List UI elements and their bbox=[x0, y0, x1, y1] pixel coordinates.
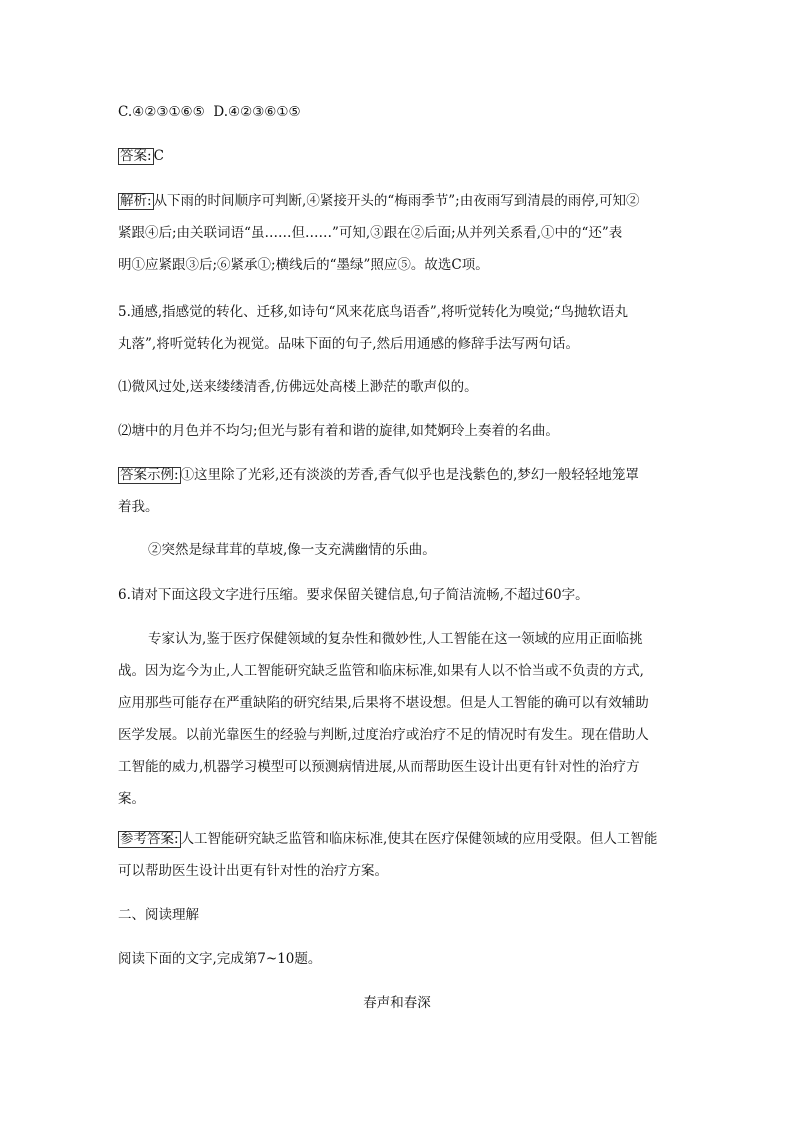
analysis-text: 从下雨的时间顺序可判断,④紧接开头的“梅雨季节”;由夜雨写到清晨的雨停,可知② bbox=[153, 193, 640, 209]
q5-sentence-1: ⑴微风过处,送来缕缕清香,仿佛远处高楼上渺茫的歌声似的。 bbox=[118, 379, 478, 395]
q5-sentence-2: ⑵塘中的月色并不均匀;但光与影有着和谐的旋律,如梵婀玲上奏着的名曲。 bbox=[118, 423, 559, 439]
q5-question-line-1: 5.通感,指感觉的转化、迁移,如诗句“风来花底鸟语香”,将听觉转化为嗅觉;“鸟抛软语丸 bbox=[118, 304, 629, 320]
q5-example-line-2: 着我。 bbox=[118, 499, 159, 515]
q4-analysis-line-2: 紧跟④后;由关联词语“虽……但……”可知,③跟在②后面;从并列关系看,①中的“还”表 bbox=[118, 225, 623, 241]
q4-answer-line bbox=[118, 148, 164, 165]
q6-passage-line-4: 医学发展。以前光靠医生的经验与判断,过度治疗或治疗不足的情况时有发生。现在借助人 bbox=[118, 727, 649, 743]
q6-ref-line-2: 可以帮助医生设计出更有针对性的治疗方案。 bbox=[118, 863, 388, 879]
answer-label: 答案: bbox=[120, 148, 152, 164]
q6-passage-line-6: 案。 bbox=[118, 791, 145, 807]
options-line bbox=[118, 104, 301, 121]
answer-value: C bbox=[153, 148, 164, 164]
q5-example-2: ②突然是绿茸茸的草坡,像一支充满幽情的乐曲。 bbox=[148, 542, 436, 558]
q4-analysis-line-1 bbox=[118, 193, 640, 210]
ref-answer-label: 参考答案: bbox=[120, 831, 179, 847]
q6-passage-line-5: 工智能的威力,机器学习模型可以预测病情进展,从而帮助医生设计出更有针对性的治疗方 bbox=[118, 759, 640, 775]
example-text: ①这里除了光彩,还有淡淡的芳香,香气似乎也是浅紫色的,梦幻一般轻轻地笼罩 bbox=[180, 467, 639, 483]
q6-question: 6.请对下面这段文字进行压缩。要求保留关键信息,句子简洁流畅,不超过60字。 bbox=[118, 587, 589, 603]
q5-example-line-1 bbox=[118, 467, 639, 484]
q6-passage-line-2: 战。因为迄今为止,人工智能研究缺乏监管和临床标准,如果有人以不恰当或不负责的方式, bbox=[118, 663, 644, 679]
q4-analysis-line-3: 明①应紧跟③后;⑥紧承①;横线后的“墨绿”照应⑤。故选C项。 bbox=[118, 257, 489, 273]
q5-question-line-2: 丸落”,将听觉转化为视觉。品味下面的句子,然后用通感的修辞手法写两句话。 bbox=[118, 336, 579, 352]
q6-passage-line-1: 专家认为,鉴于医疗保健领域的复杂性和微妙性,人工智能在这一领域的应用正面临挑 bbox=[148, 631, 643, 647]
section-heading: 二、阅读理解 bbox=[118, 907, 199, 923]
q6-ref-line-1 bbox=[118, 831, 657, 848]
q6-passage-line-3: 应用那些可能存在严重缺陷的研究结果,后果将不堪设想。但是人工智能的确可以有效辅助 bbox=[118, 695, 649, 711]
section-instruction: 阅读下面的文字,完成第7~10题。 bbox=[118, 951, 322, 967]
example-label: 答案示例: bbox=[120, 467, 179, 483]
analysis-label: 解析: bbox=[120, 193, 152, 209]
option-d: D.④②③⑥①⑤ bbox=[213, 104, 301, 120]
passage-title: 春声和春深 bbox=[363, 995, 431, 1011]
ref-answer-text: 人工智能研究缺乏监管和临床标准,使其在医疗保健领域的应用受限。但人工智能 bbox=[180, 831, 658, 847]
option-c: C.④②③①⑥⑤ bbox=[118, 104, 205, 120]
